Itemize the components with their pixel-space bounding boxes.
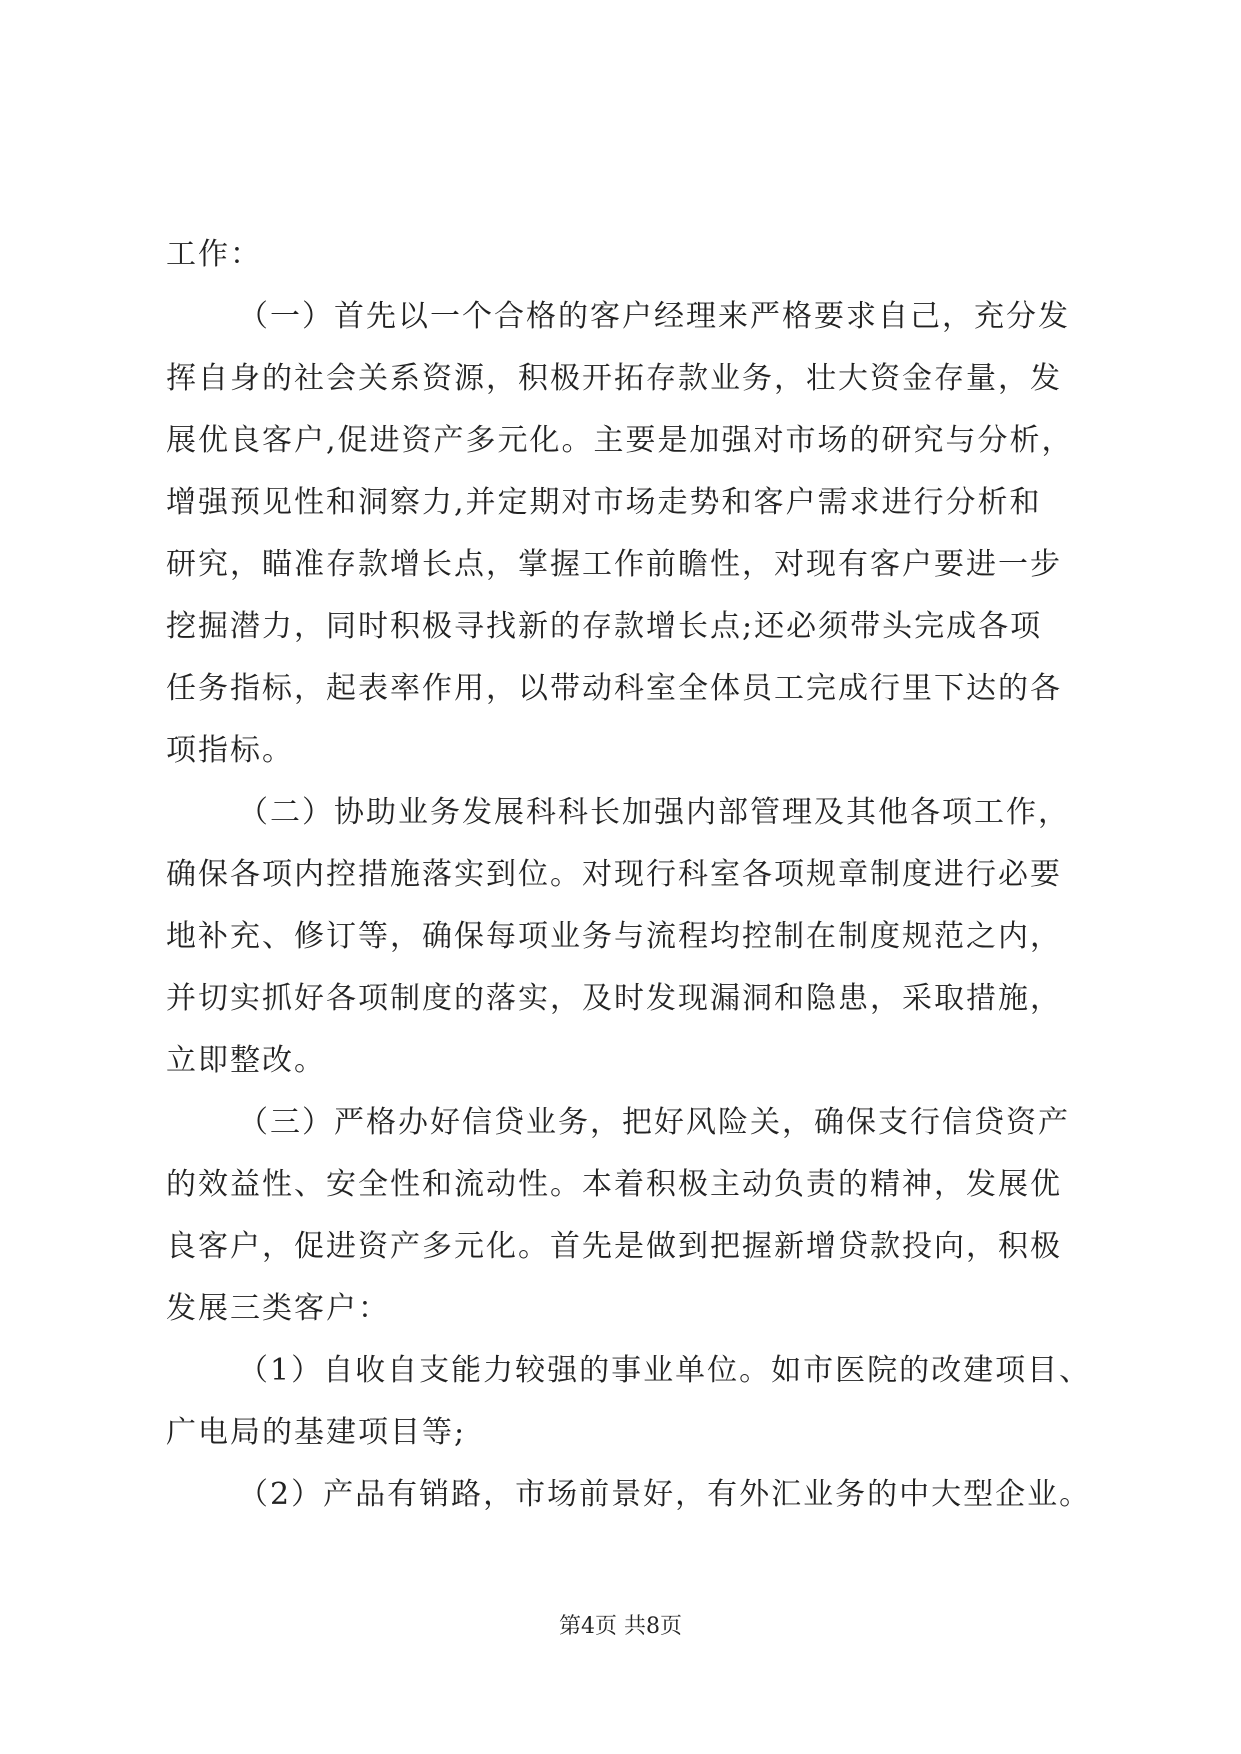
text-line: 项指标。: [166, 733, 294, 768]
text-line: 广电局的基建项目等;: [166, 1415, 467, 1450]
paragraph-two-start: （二）协助业务发展科科长加强内部管理及其他各项工作，: [238, 795, 1070, 830]
text-line: 确保各项内控措施落实到位。对现行科室各项规章制度进行必要: [166, 857, 1062, 892]
text-line: 发展三类客户：: [166, 1291, 390, 1326]
paragraph-three-start: （三）严格办好信贷业务，把好风险关，确保支行信贷资产: [238, 1105, 1070, 1140]
text-line: 研究，瞄准存款增长点，掌握工作前瞻性，对现有客户要进一步: [166, 547, 1062, 582]
text-line: 任务指标，起表率作用，以带动科室全体员工完成行里下达的各: [166, 671, 1062, 706]
list-item-one-start: （1）自收自支能力较强的事业单位。如市医院的改建项目、: [238, 1353, 1092, 1388]
text-line: 并切实抓好各项制度的落实，及时发现漏洞和隐患，采取措施，: [166, 981, 1062, 1016]
text-line: 增强预见性和洞察力,并定期对市场走势和客户需求进行分析和: [166, 485, 1042, 520]
list-item-two-start: （2）产品有销路，市场前景好，有外汇业务的中大型企业。: [238, 1477, 1092, 1512]
text-line: 挖掘潜力，同时积极寻找新的存款增长点;还必须带头完成各项: [166, 609, 1043, 644]
text-line: 工作：: [166, 237, 262, 272]
text-line: 的效益性、安全性和流动性。本着积极主动负责的精神，发展优: [166, 1167, 1062, 1202]
text-line: 展优良客户,促进资产多元化。主要是加强对市场的研究与分析，: [166, 423, 1074, 458]
text-line: 良客户，促进资产多元化。首先是做到把握新增贷款投向，积极: [166, 1229, 1062, 1264]
text-line: 挥自身的社会关系资源，积极开拓存款业务，壮大资金存量，发: [166, 361, 1062, 396]
text-line: 地补充、修订等，确保每项业务与流程均控制在制度规范之内，: [166, 919, 1062, 954]
document-body: [166, 224, 1092, 1526]
paragraph-one-start: （一）首先以一个合格的客户经理来严格要求自己，充分发: [238, 299, 1070, 334]
text-line: 立即整改。: [166, 1043, 326, 1078]
page-number-footer: 第4页 共8页: [559, 1614, 682, 1639]
